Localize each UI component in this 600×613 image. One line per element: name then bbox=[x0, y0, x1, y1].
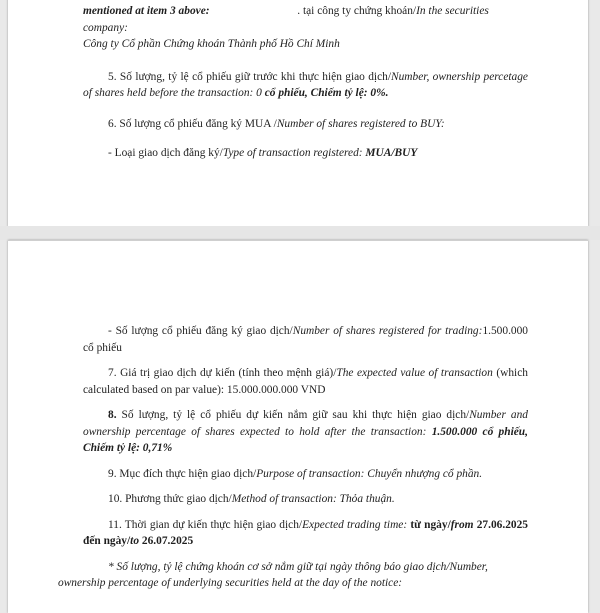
page2-text-block bbox=[58, 323, 528, 592]
item3-reference-line bbox=[83, 3, 528, 36]
item-9-en: Purpose of transaction: bbox=[256, 467, 365, 480]
footnote-line-2: ownership percentage of underlying securities held at the day of the notice: bbox=[58, 577, 403, 589]
reference-en-label: mentioned at item 3 above: bbox=[83, 5, 210, 17]
item-10-en: Method of transaction: bbox=[231, 493, 337, 505]
page-gap bbox=[0, 226, 600, 240]
transaction-type-vn: - Loại giao dịch đăng ký/ bbox=[108, 147, 223, 159]
securities-company-name: Công ty Cổ phần Chứng khoán Thành phố Hồ Chí Minh bbox=[83, 38, 340, 50]
item-10-value: Thỏa thuận. bbox=[339, 493, 395, 505]
item-11-to-en: to bbox=[130, 535, 140, 547]
item-11-date-from: 27.06.2025 bbox=[476, 518, 528, 531]
item-6 bbox=[83, 116, 528, 133]
item-9-vn: 9. Mục đích thực hiện giao dịch/ bbox=[108, 467, 257, 480]
item-11-from-en: from bbox=[450, 518, 474, 531]
item-11-to-vn: đến ngày/ bbox=[83, 535, 131, 547]
footnote-line-1: * Số lượng, tỷ lệ chứng khoán cơ sở nắm giữ tại ngày thông báo giao dịch/Number, bbox=[108, 560, 488, 573]
transaction-type-en: Type of transaction registered: bbox=[222, 147, 363, 159]
item-5-value-bold: cổ phiếu, Chiếm tỷ lệ: 0%. bbox=[264, 87, 389, 99]
item-11-date-to: 26.07.2025 bbox=[141, 535, 194, 547]
shares-registered bbox=[83, 323, 528, 356]
shares-registered-value: 1.500.000 cổ phiếu bbox=[83, 325, 528, 354]
item-5-value-plain: 0 bbox=[256, 87, 262, 99]
item-10-vn: 10. Phương thức giao dịch/ bbox=[108, 493, 232, 505]
shares-registered-vn: - Số lượng cổ phiếu đăng ký giao dịch/ bbox=[108, 325, 293, 337]
transaction-type-value: MUA/BUY bbox=[365, 147, 418, 159]
item-9 bbox=[83, 466, 528, 483]
item-8-number: 8. bbox=[108, 409, 117, 421]
item-5-en: Number, ownership percetage of shares held before the transaction: bbox=[83, 70, 528, 99]
item-11-vn: 11. Thời gian dự kiến thực hiện giao dịch/ bbox=[108, 518, 303, 531]
shares-registered-en: Number of shares registered for trading: bbox=[292, 325, 483, 337]
item-6-vn: 6. Số lượng cổ phiếu đăng ký MUA / bbox=[108, 117, 277, 130]
item-5-vn: 5. Số lượng, tỷ lệ cổ phiếu giữ trước khi thực hiện giao dịch/ bbox=[108, 70, 392, 83]
page1-text-block bbox=[83, 3, 528, 162]
item-11-from-vn: từ ngày/ bbox=[410, 518, 451, 531]
item-7 bbox=[83, 365, 528, 398]
item-8-value: 1.500.000 cổ phiếu, Chiếm tỷ lệ: 0,71% bbox=[83, 425, 528, 454]
item-8 bbox=[83, 407, 528, 457]
item-7-vn: 7. Giá trị giao dịch dự kiến (tính theo mệnh giá)/ bbox=[108, 367, 337, 379]
item-11 bbox=[83, 517, 528, 550]
document-page-2 bbox=[8, 240, 588, 613]
item-8-vn: Số lượng, tỷ lệ cổ phiếu dự kiến nắm giữ sau khi thực hiện giao dịch/ bbox=[116, 409, 470, 421]
securities-company-en-label: In the securities company: bbox=[83, 5, 489, 34]
item-6-en: Number of shares registered to BUY: bbox=[276, 117, 445, 130]
securities-company-vn-label: . tại công ty chứng khoán/ bbox=[297, 5, 417, 17]
document-page-1 bbox=[8, 0, 588, 227]
item-11-en: Expected trading time: bbox=[302, 518, 408, 531]
item-10 bbox=[83, 491, 528, 508]
item-7-value: 15.000.000.000 VND bbox=[226, 383, 326, 396]
footnote bbox=[58, 559, 528, 592]
item-6-transaction-type bbox=[83, 145, 528, 162]
item-7-paren: (which calculated based on par value): bbox=[83, 367, 528, 396]
item-7-en: The expected value of transaction bbox=[336, 367, 493, 379]
item-5 bbox=[83, 69, 528, 102]
item-9-value: Chuyển nhượng cổ phần. bbox=[367, 467, 483, 480]
item-8-en: Number and ownership percentage of shares expected to hold after the transaction: bbox=[83, 409, 528, 438]
